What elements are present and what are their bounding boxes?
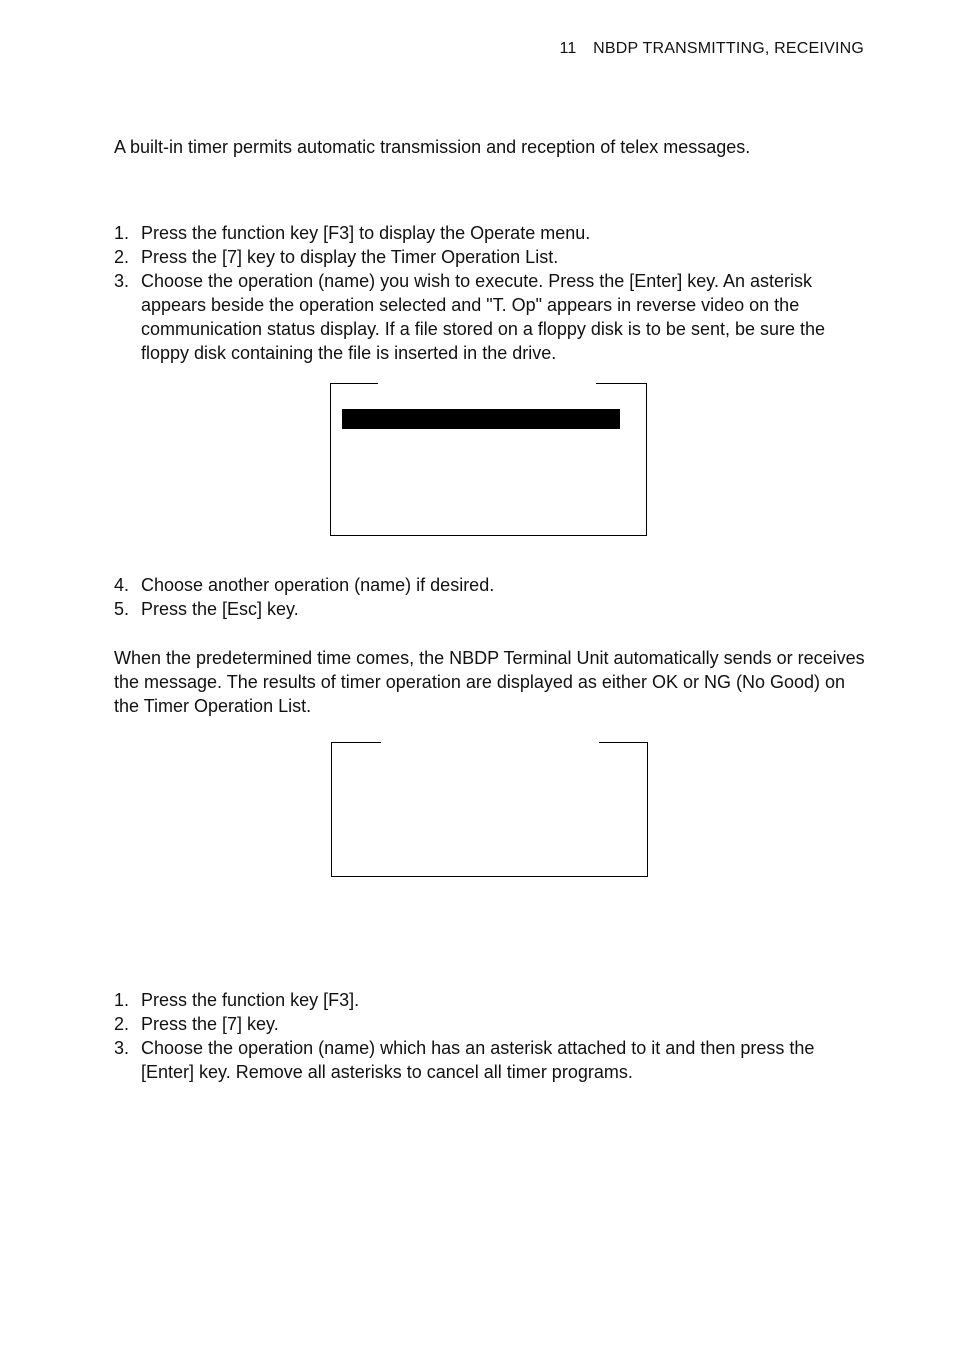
running-header: [560, 40, 865, 58]
step-number: 3.: [114, 1038, 130, 1058]
list-item: [114, 269, 854, 365]
step-number: 1.: [114, 223, 130, 243]
step-text: Press the [7] key.: [141, 1014, 279, 1034]
step-text: Press the function key [F3].: [141, 990, 360, 1010]
screen-title-gap: [378, 382, 596, 386]
cancel-timer-steps: [114, 988, 854, 1084]
list-item: [114, 597, 854, 621]
step-number: 5.: [114, 599, 130, 619]
step-number: 1.: [114, 990, 130, 1010]
step-number: 4.: [114, 575, 130, 595]
step-text: Press the function key [F3] to display the Operate menu.: [141, 223, 591, 243]
screen-title-gap: [381, 741, 599, 745]
list-item: [114, 245, 854, 269]
chapter-title: NBDP TRANSMITTING, RECEIVING: [593, 40, 864, 57]
step-text: Choose another operation (name) if desired.: [141, 575, 495, 595]
set-timer-steps-continued: [114, 573, 854, 621]
step-text: Choose the operation (name) you wish to execute. Press the [Enter] key. An asterisk appears beside the operation selected and "T. Op" appears in reverse video on the communication status display. If a file stored on a floppy disk is to be sent, be sure the floppy disk containing the file is inserted in the drive.: [141, 271, 826, 363]
step-text: Choose the operation (name) which has an asterisk attached to it and then press the [Enter] key. Remove all asterisks to cancel all timer programs.: [141, 1038, 815, 1082]
list-item: [114, 573, 854, 597]
step-number: 3.: [114, 271, 130, 291]
set-timer-steps: [114, 221, 854, 365]
step-text: Press the [7] key to display the Timer Operation List.: [141, 247, 559, 267]
list-item: [114, 221, 854, 245]
list-item: [114, 988, 854, 1012]
chapter-number: 11: [559, 40, 577, 57]
intro-paragraph: A built-in timer permits automatic transmission and reception of telex messages.: [114, 137, 751, 157]
step-number: 2.: [114, 1014, 130, 1034]
step-number: 2.: [114, 247, 130, 267]
list-item: [114, 1036, 854, 1084]
list-item: [114, 1012, 854, 1036]
selected-row-highlight: [342, 409, 620, 429]
timer-operation-list-screen: [330, 383, 647, 536]
step-text: Press the [Esc] key.: [141, 599, 299, 619]
result-paragraph: When the predetermined time comes, the NBDP Terminal Unit automatically sends or receives the message. The results of timer operation are displayed as either OK or NG (No Good) on the Timer Operation List.: [114, 648, 865, 716]
timer-operation-result-screen: [331, 742, 648, 877]
